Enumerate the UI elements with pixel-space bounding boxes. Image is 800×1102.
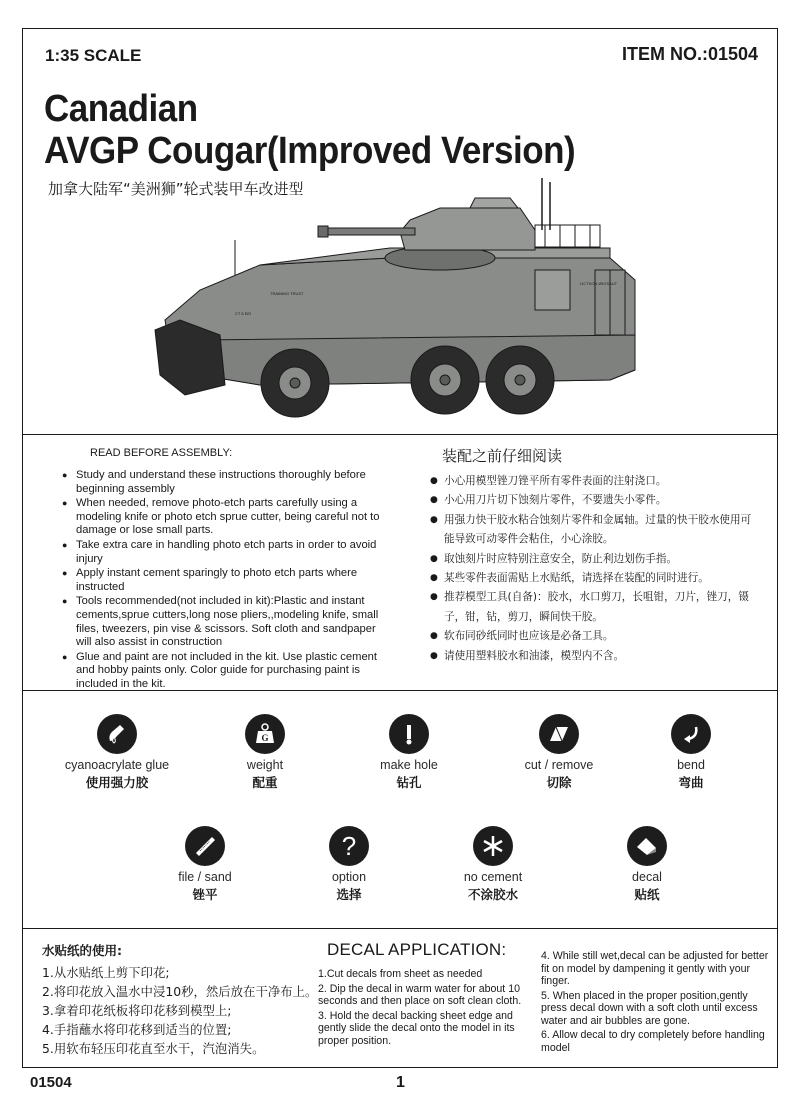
list-item: 3.拿着印花纸板将印花移到模型上; — [42, 1003, 232, 1018]
legend-label-zh: 钻孔 — [396, 775, 422, 790]
legend-label-en: cyanoacrylate glue — [64, 758, 170, 772]
list-item: ● 某些零件表面需贴上水贴纸，请选择在装配的同时进行。 — [430, 569, 760, 588]
legend-file-sand — [140, 826, 270, 903]
list-item: 2. Dip the decal in warm water for about 10 seconds and then place on soft clean cloth. — [318, 982, 522, 1007]
legend-label-zh: 配重 — [252, 775, 278, 790]
list-item: ● Glue and paint are not included in the kit. Use plastic cement and hobby paints only. Color guide for purchasing paint is included in the kit. — [62, 651, 382, 692]
legend-decal — [582, 826, 712, 903]
vehicle-illustration — [140, 170, 670, 430]
footer-item-code: 01504 — [30, 1074, 72, 1091]
decal-zh-heading: 水贴纸的使用: — [42, 943, 122, 958]
decal-en-heading: DECAL APPLICATION: — [327, 940, 507, 959]
scale-label: 1:35 SCALE — [45, 46, 142, 65]
notes-en-list — [62, 469, 382, 693]
legend-label-zh: 贴纸 — [634, 887, 660, 902]
title-line-1: Canadian — [44, 88, 198, 130]
file-sand-icon — [185, 826, 225, 866]
legend-label-en: decal — [632, 870, 662, 884]
list-item: 3. Hold the decal backing sheet edge and gently slide the decal onto the model in its proper position. — [318, 1009, 515, 1047]
glue-drop-icon — [97, 714, 137, 754]
legend-option — [284, 826, 414, 903]
legend-label-en: bend — [677, 758, 705, 772]
legend-label-zh: 锉平 — [192, 887, 218, 902]
drill-hole-icon — [389, 714, 429, 754]
list-item: ● When needed, remove photo-etch parts carefully using a modeling knife or photo etch sprue cutter, being careful not to damage or lose small parts. — [62, 497, 382, 538]
legend-make-hole — [344, 714, 474, 791]
weight-icon-glyph: G — [261, 733, 269, 743]
legend-cut-remove — [494, 714, 624, 791]
legend-weight — [200, 714, 330, 791]
legend-label-zh: 选择 — [336, 887, 362, 902]
page-number: 1 — [396, 1074, 405, 1091]
notes-zh-heading: 装配之前仔细阅读 — [442, 447, 563, 465]
legend-label-zh: 使用强力胶 — [85, 775, 149, 790]
divider-legend — [22, 928, 778, 929]
notes-en-heading: READ BEFORE ASSEMBLY: — [90, 447, 233, 459]
list-item: 5.用软布轻压印花直至水干，汽泡消失。 — [42, 1041, 265, 1056]
list-item: ● 小心用模型锉刀锉平所有零件表面的注射浇口。 — [430, 472, 760, 491]
bend-arrow-icon — [671, 714, 711, 754]
legend-label-en: file / sand — [178, 870, 232, 884]
list-item: 4.手指蘸水将印花移到适当的位置; — [42, 1022, 232, 1037]
legend-no-cement — [428, 826, 558, 903]
legend-label-en: weight — [246, 758, 284, 772]
decal-icon — [627, 826, 667, 866]
decal-en-list-left — [318, 968, 540, 1049]
list-item: 1.从水贴纸上剪下印花; — [42, 965, 170, 980]
list-item: ● 用强力快干胶水粘合蚀刻片零件和金属轴。过量的快干胶水使用可能导致可动零件会粘住，小心涂胶。 — [430, 511, 760, 550]
list-item: 4. While still wet,decal can be adjusted for better fit on model by dampening it gently with your finger. — [541, 950, 769, 987]
question-mark-icon — [329, 826, 369, 866]
no-cement-icon — [473, 826, 513, 866]
item-number: ITEM NO.:01504 — [621, 44, 758, 64]
legend-label-zh: 不涂胶水 — [467, 887, 518, 902]
side-marking: LICTSON WIGSAUT — [580, 281, 618, 286]
decal-en-list-right — [541, 950, 771, 1056]
hull-marking-2: CT 8 EEI — [235, 311, 252, 316]
weight-icon — [245, 714, 285, 754]
list-item: ● Tools recommended(not included in kit):Plastic and instant cements,sprue cutters,long nose pliers,,modeling knife, small files, tweezers, pin vise & scissors. Soft cloth and sandpaper will also assist in construction — [62, 595, 382, 649]
list-item: ● 小心用刀片切下蚀刻片零件，不要遗失小零件。 — [430, 491, 760, 510]
hull-marking-1: TRAINING TRUST — [270, 291, 304, 296]
legend-bend — [626, 714, 756, 791]
legend-label-en: make hole — [380, 758, 438, 772]
cut-remove-icon — [539, 714, 579, 754]
list-item: ● 取蚀刻片时应特别注意安全，防止利边划伤手指。 — [430, 550, 760, 569]
title-chinese: 加拿大陆军“美洲狮”轮式装甲车改进型 — [48, 180, 304, 198]
legend-glue — [52, 714, 182, 791]
list-item: 1.Cut decals from sheet as needed — [318, 968, 483, 980]
title-line-2: AVGP Cougar(Improved Version) — [44, 130, 576, 172]
list-item: 2.将印花放入温水中浸10秒，然后放在干净布上。 — [42, 984, 318, 999]
question-mark-glyph: ? — [341, 830, 357, 861]
list-item: ● Study and understand these instructions thoroughly before beginning assembly — [62, 469, 382, 496]
notes-zh-list — [430, 472, 760, 666]
list-item: ● 请使用塑料胶水和油漆，模型内不含。 — [430, 647, 760, 666]
legend-label-zh: 切除 — [546, 775, 572, 790]
legend-label-en: option — [331, 870, 367, 884]
list-item: ● Take extra care in handling photo etch parts in order to avoid injury — [62, 539, 382, 566]
list-item: 6. Allow decal to dry completely before handling model — [541, 1029, 765, 1054]
legend-label-zh: 弯曲 — [678, 775, 704, 790]
list-item: ● 推荐模型工具(自备)：胶水，水口剪刀，长咀钳，刀片，锉刀，镊子，钳，钻，剪刀，瞬间快干胶。 — [430, 588, 760, 627]
legend-label-en: cut / remove — [524, 758, 594, 772]
list-item: ● 软布同砂纸同时也应该是必备工具。 — [430, 627, 760, 646]
list-item: ● Apply instant cement sparingly to photo etch parts where instructed — [62, 567, 382, 594]
legend-label-en: no cement — [463, 870, 523, 884]
list-item: 5. When placed in the proper position,gently press decal down with a soft cloth until excess water and air bubbles are gone. — [541, 989, 758, 1027]
decal-zh-list — [42, 963, 317, 1058]
divider-vehicle — [22, 434, 778, 435]
